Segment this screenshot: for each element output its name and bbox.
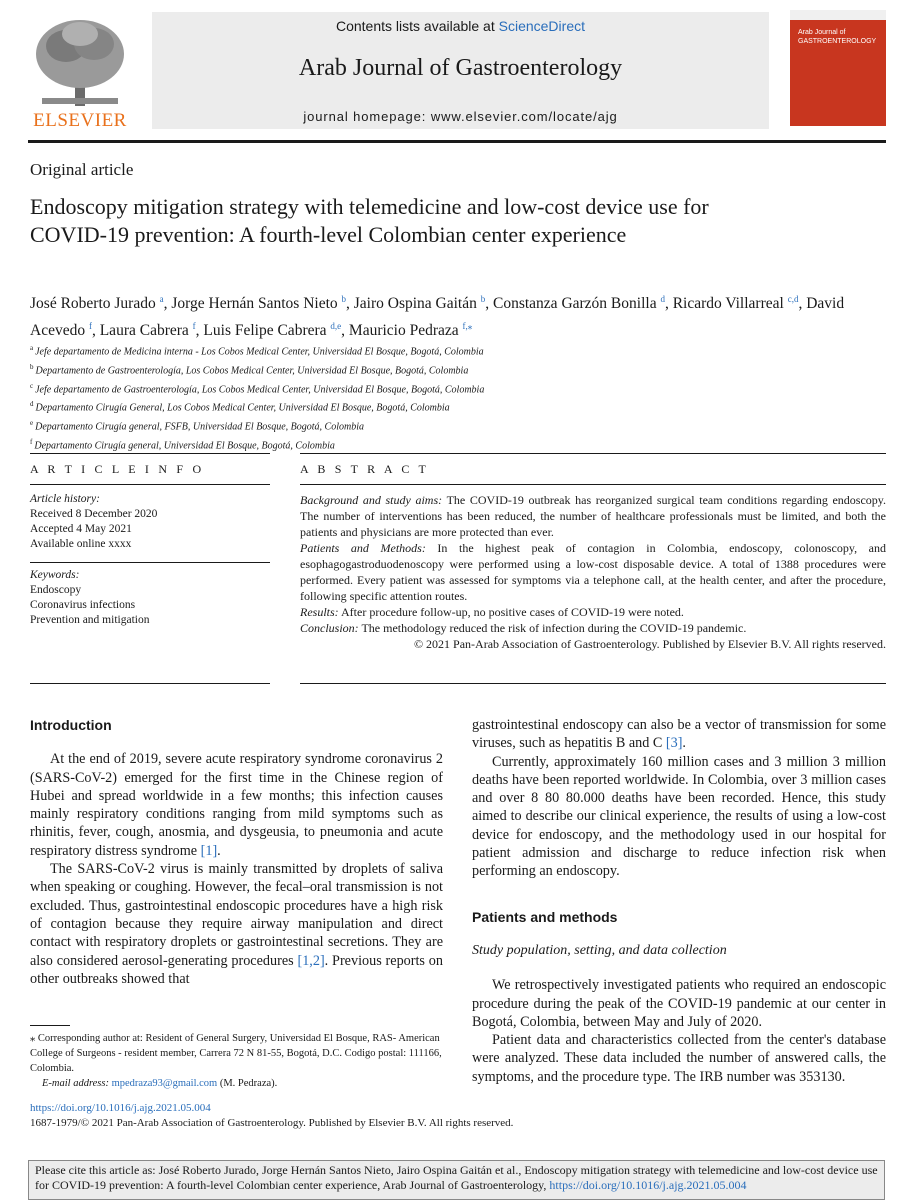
abstract-results xyxy=(300,604,886,620)
affiliation-text: Jefe departamento de Gastroenterología, Los Cobos Medical Center, Universidad El Bosque, Bogotá, Colombia xyxy=(35,383,485,395)
affiliation-item xyxy=(30,341,730,360)
issn-copyright: 1687-1979/© 2021 Pan-Arab Association of Gastroenterology. Published by Elsevier B.V. All rights reserved. xyxy=(30,1117,514,1129)
affiliation-key: e xyxy=(30,419,34,428)
abstract-label: Conclusion: xyxy=(300,621,359,635)
affiliation-ref[interactable]: a xyxy=(159,294,164,304)
author[interactable] xyxy=(203,322,341,339)
affiliation-ref[interactable]: d xyxy=(660,294,665,304)
affiliation-key: f xyxy=(30,438,33,447)
footnote-text xyxy=(30,1031,450,1076)
author[interactable] xyxy=(171,295,346,312)
affiliation-text: Departamento Cirugía general, Universidad El Bosque, Bogotá, Colombia xyxy=(34,440,335,452)
info-rule-keywords xyxy=(30,562,270,563)
citation-doi-link[interactable]: https://doi.org/10.1016/j.ajg.2021.05.004 xyxy=(549,1178,747,1192)
affiliation-item xyxy=(30,360,730,379)
author-name: Jorge Hernán Santos Nieto xyxy=(171,295,338,313)
header-rule xyxy=(28,140,886,143)
author-name: Ricardo Villarreal xyxy=(672,295,784,313)
journal-cover[interactable] xyxy=(790,10,886,126)
methods-subheading: Study population, setting, and data collection xyxy=(472,942,727,958)
paragraph-text: At the end of 2019, severe acute respiratory syndrome coronavirus 2 (SARS-CoV-2) emerged for the first time in the Chinese region of Hubei and spread worldwide in a few months; this infection causes mainly respiratory conditions ranging from mild symptoms such as rhinitis, fever, cough, anosmia, and dysgeusia, to pneumonia and acute respiratory distress syndrome xyxy=(30,751,443,859)
affiliation-text: Departamento Cirugía General, Los Cobos Medical Center, Universidad El Bosque, Bogotá, Colombia xyxy=(35,402,450,414)
body-left-column xyxy=(30,716,443,988)
affiliation-item xyxy=(30,435,730,454)
keyword[interactable]: Endoscopy xyxy=(30,584,82,596)
info-rule-bottom xyxy=(30,683,270,684)
abstract-text: In the highest peak of contagion in Colombia, endoscopy, colonoscopy, and esophagogastroduodenoscopy were performed using a low-cost disposable device. A total of 1388 procedures were performed. Every patient was assessed for symptoms via a telephone call, at the health center, and after the procedure, following specific attention routes. xyxy=(300,541,887,603)
affiliation-ref[interactable]: f xyxy=(192,321,196,332)
abstract-methods xyxy=(300,540,886,604)
affiliation-key: b xyxy=(30,362,34,371)
methods-paragraph-1: We retrospectively investigated patients who required an endoscopic procedure during the peak of the COVID-19 pandemic at our center in Bogotá, Colombia, between May and July of 2020. xyxy=(472,977,886,1030)
affiliation-key: a xyxy=(30,344,34,352)
intro-paragraph-2-cont: gastrointestinal endoscopy can also be a vector of transmission for some viruses, such as hepatitis B and C [3]. xyxy=(472,717,886,752)
cover-title: Arab Journal of GASTROENTEROLOGY xyxy=(798,29,877,45)
contents-prefix: Contents lists available at xyxy=(335,18,499,34)
citation-link[interactable]: [1] xyxy=(200,842,218,859)
article-title: Endoscopy mitigation strategy with telemedicine and low-cost device use for COVID-19 prevention: A fourth-level Colombian center experience xyxy=(30,194,709,247)
abstract-text: After procedure follow-up, no positive cases of COVID-19 were noted. xyxy=(341,605,684,619)
affiliation-text: Jefe departamento de Medicina interna - Los Cobos Medical Center, Universidad El Bosque, Bogotá, Colombia xyxy=(35,346,484,358)
email-link[interactable]: mpedraza93@gmail.com xyxy=(111,1078,218,1089)
citation-text: Please cite this article as: José Roberto Jurado, Jorge Hernán Santos Nieto, Jairo Ospina Gaitán et al., Endoscopy mitigation strategy with telemedicine and low-cost device use for COVID-19 prevention: A fourth-level Colombian center experience, Arab Journal of Gastroenterology, xyxy=(35,1163,878,1192)
received-date: Received 8 December 2020 xyxy=(30,508,158,520)
abstract-label: Results: xyxy=(300,605,339,619)
author-name: David Acevedo xyxy=(30,295,845,340)
affiliation-ref[interactable]: b xyxy=(480,294,486,304)
author-name: Constanza Garzón Bonilla xyxy=(493,295,657,313)
abstract-text: The methodology reduced the risk of infection during the COVID-19 pandemic. xyxy=(361,621,747,635)
author[interactable] xyxy=(349,322,472,339)
info-rule-mid xyxy=(30,484,270,485)
journal-homepage xyxy=(152,109,769,124)
abstract-rule-bottom xyxy=(300,683,886,684)
citation-link[interactable]: [3] xyxy=(665,735,683,752)
paragraph-text: gastrointestinal endoscopy can also be a vector of transmission for some viruses, such as hepatitis B and C xyxy=(472,717,886,752)
affiliation-ref[interactable]: d,e xyxy=(330,321,342,332)
intro-paragraph-2 xyxy=(30,860,443,988)
methods-paragraph-2: Patient data and characteristics collected from the center's database were analyzed. These data included the number of answered calls, the symptoms, and the procedure type. The IRB number was 353130. xyxy=(472,1032,886,1085)
abstract-body xyxy=(300,492,886,652)
article-info-heading: A R T I C L E I N F O xyxy=(30,462,205,476)
author[interactable] xyxy=(100,322,196,339)
intro-paragraph-3: Currently, approximately 160 million cases and 3 million 3 million deaths have been reported worldwide. In Colombia, over 3 million cases and over 8 80 80.000 deaths have been recorded. Hence, this study aimed to describe our clinical experience, the results of using a low-cost device for endoscopy, and the methodology used in our hospital for patient admission and discharge to reduce infection risk when performing an endoscopy. xyxy=(472,753,886,880)
intro-paragraph-1: At the end of 2019, severe acute respiratory syndrome coronavirus 2 (SARS-CoV-2) emerged for the first time in the Chinese region of Hubei and spread worldwide in a few months; this infection causes mainly respiratory conditions ranging from mild symptoms such as rhinitis, fever, cough, anosmia, and dysgeusia, to pneumonia and acute respiratory distress syndrome [1]. xyxy=(30,751,443,859)
abstract-background xyxy=(300,492,886,540)
homepage-prefix: journal homepage: xyxy=(303,109,431,124)
email-label: E-mail address: xyxy=(42,1078,109,1089)
methods-heading: Patients and methods xyxy=(472,908,618,925)
journal-header xyxy=(152,12,769,129)
footnote-email-line xyxy=(30,1076,450,1091)
footnote-body: Corresponding author at: Resident of General Surgery, Universidad El Bosque, RAS- American College of Surgeons - resident member, Carrera 72 N 81-55, Bogotá, D.C. Codigo postal: 111166, Colombia. xyxy=(30,1033,442,1074)
citation-link[interactable]: [1,2] xyxy=(297,952,325,969)
affiliation-key: d xyxy=(30,400,34,409)
author-name: Jairo Ospina Gaitán xyxy=(353,295,477,313)
intro-heading: Introduction xyxy=(30,717,112,733)
abstract-label: Background and study aims: xyxy=(300,493,443,507)
affiliation-list xyxy=(30,341,730,454)
abstract-heading: A B S T R A C T xyxy=(300,462,430,476)
body-right-column xyxy=(472,716,886,1086)
author-name: José Roberto Jurado xyxy=(30,295,156,313)
affiliation-ref[interactable]: c,d xyxy=(787,294,799,304)
abstract-copyright: © 2021 Pan-Arab Association of Gastroenterology. Published by Elsevier B.V. All rights reserved. xyxy=(413,637,886,651)
author-name: Luis Felipe Cabrera xyxy=(203,322,327,340)
affiliation-key: c xyxy=(30,381,34,390)
footnote-star: ⁎ xyxy=(30,1033,36,1044)
abstract-text: The COVID-19 outbreak has reorganized surgical team conditions regarding endoscopy. The number of interventions has been reduced, the number of healthcare professionals must be limited, and both the patients and physicians are more protected than ever. xyxy=(300,493,887,539)
author[interactable] xyxy=(30,295,164,312)
keywords-label: Keywords: xyxy=(30,569,80,581)
author[interactable] xyxy=(673,295,799,312)
affiliation-item xyxy=(30,379,730,398)
affiliation-ref[interactable]: f,⁎ xyxy=(462,321,473,332)
elsevier-logo[interactable] xyxy=(28,14,132,132)
cover-header xyxy=(790,10,886,20)
journal-title: Arab Journal of Gastroenterology xyxy=(298,55,623,81)
accepted-date: Accepted 4 May 2021 xyxy=(30,523,132,535)
author-name: Laura Cabrera xyxy=(99,322,189,340)
footnote-rule xyxy=(30,1025,70,1026)
sciencedirect-link[interactable]: ScienceDirect xyxy=(498,18,585,34)
affiliation-ref[interactable]: b xyxy=(341,294,347,304)
paragraph-text: The SARS-CoV-2 virus is mainly transmitted by droplets of saliva when speaking or coughing. However, the fecal–oral transmission is not excluded. Thus, gastrointestinal endoscopic procedures have a high risk of contagion because they require airway manipulation and direct contact with respiratory droplets or gastrointestinal secretions. They are also considered aerosol-generating procedures xyxy=(30,861,443,969)
author-list: José Roberto Jurado $^a$, Jorge Hernán Santos Nieto $^b$, Jairo Ospina Gaitán $^b$, Constanza Garzón Bonilla $^d$, Ricardo Villarreal $^{c,d}$, David Acevedo $^f$, Laura Cabrera $^f$, Luis Felipe Cabrera $^{d,e}$, Mauricio Pedraza $^{f,⁎}$ xyxy=(30,294,845,340)
contents-line xyxy=(152,18,769,34)
article-type: Original article xyxy=(30,160,134,179)
abstract-label: Patients and Methods: xyxy=(300,541,426,555)
email-suffix: (M. Pedraza). xyxy=(219,1078,278,1089)
elsevier-wordmark: ELSEVIER xyxy=(33,110,127,131)
citation-box xyxy=(28,1160,885,1200)
online-date: Available online xxxx xyxy=(30,538,132,550)
abstract-rule-mid xyxy=(300,484,886,485)
article-history xyxy=(30,492,270,552)
history-label: Article history: xyxy=(30,493,100,505)
affiliation-item xyxy=(30,416,730,435)
abstract-conclusion xyxy=(300,620,886,636)
keyword[interactable]: Coronavirus infections xyxy=(30,599,136,611)
affiliation-text: Departamento Cirugía general, FSFB, Universidad El Bosque, Bogotá, Colombia xyxy=(35,421,364,433)
homepage-link[interactable]: www.elsevier.com/locate/ajg xyxy=(430,109,618,124)
paragraph-text: . Previous reports on other outbreaks showed that xyxy=(30,952,443,987)
affiliation-ref[interactable]: f xyxy=(88,321,92,332)
info-rule-top xyxy=(30,453,270,454)
author[interactable] xyxy=(493,295,665,312)
author-name: Mauricio Pedraza xyxy=(348,322,459,340)
corresponding-author-note xyxy=(30,1031,450,1091)
abstract-rule-top xyxy=(300,453,886,454)
keyword[interactable]: Prevention and mitigation xyxy=(30,614,150,626)
affiliation-text: Departamento de Gastroenterología, Los Cobos Medical Center, Universidad El Bosque, Bogotá, Colombia xyxy=(35,365,469,377)
keywords xyxy=(30,568,270,628)
author[interactable] xyxy=(354,295,485,312)
affiliation-item xyxy=(30,397,730,416)
doi-link[interactable]: https://doi.org/10.1016/j.ajg.2021.05.004 xyxy=(30,1102,211,1114)
